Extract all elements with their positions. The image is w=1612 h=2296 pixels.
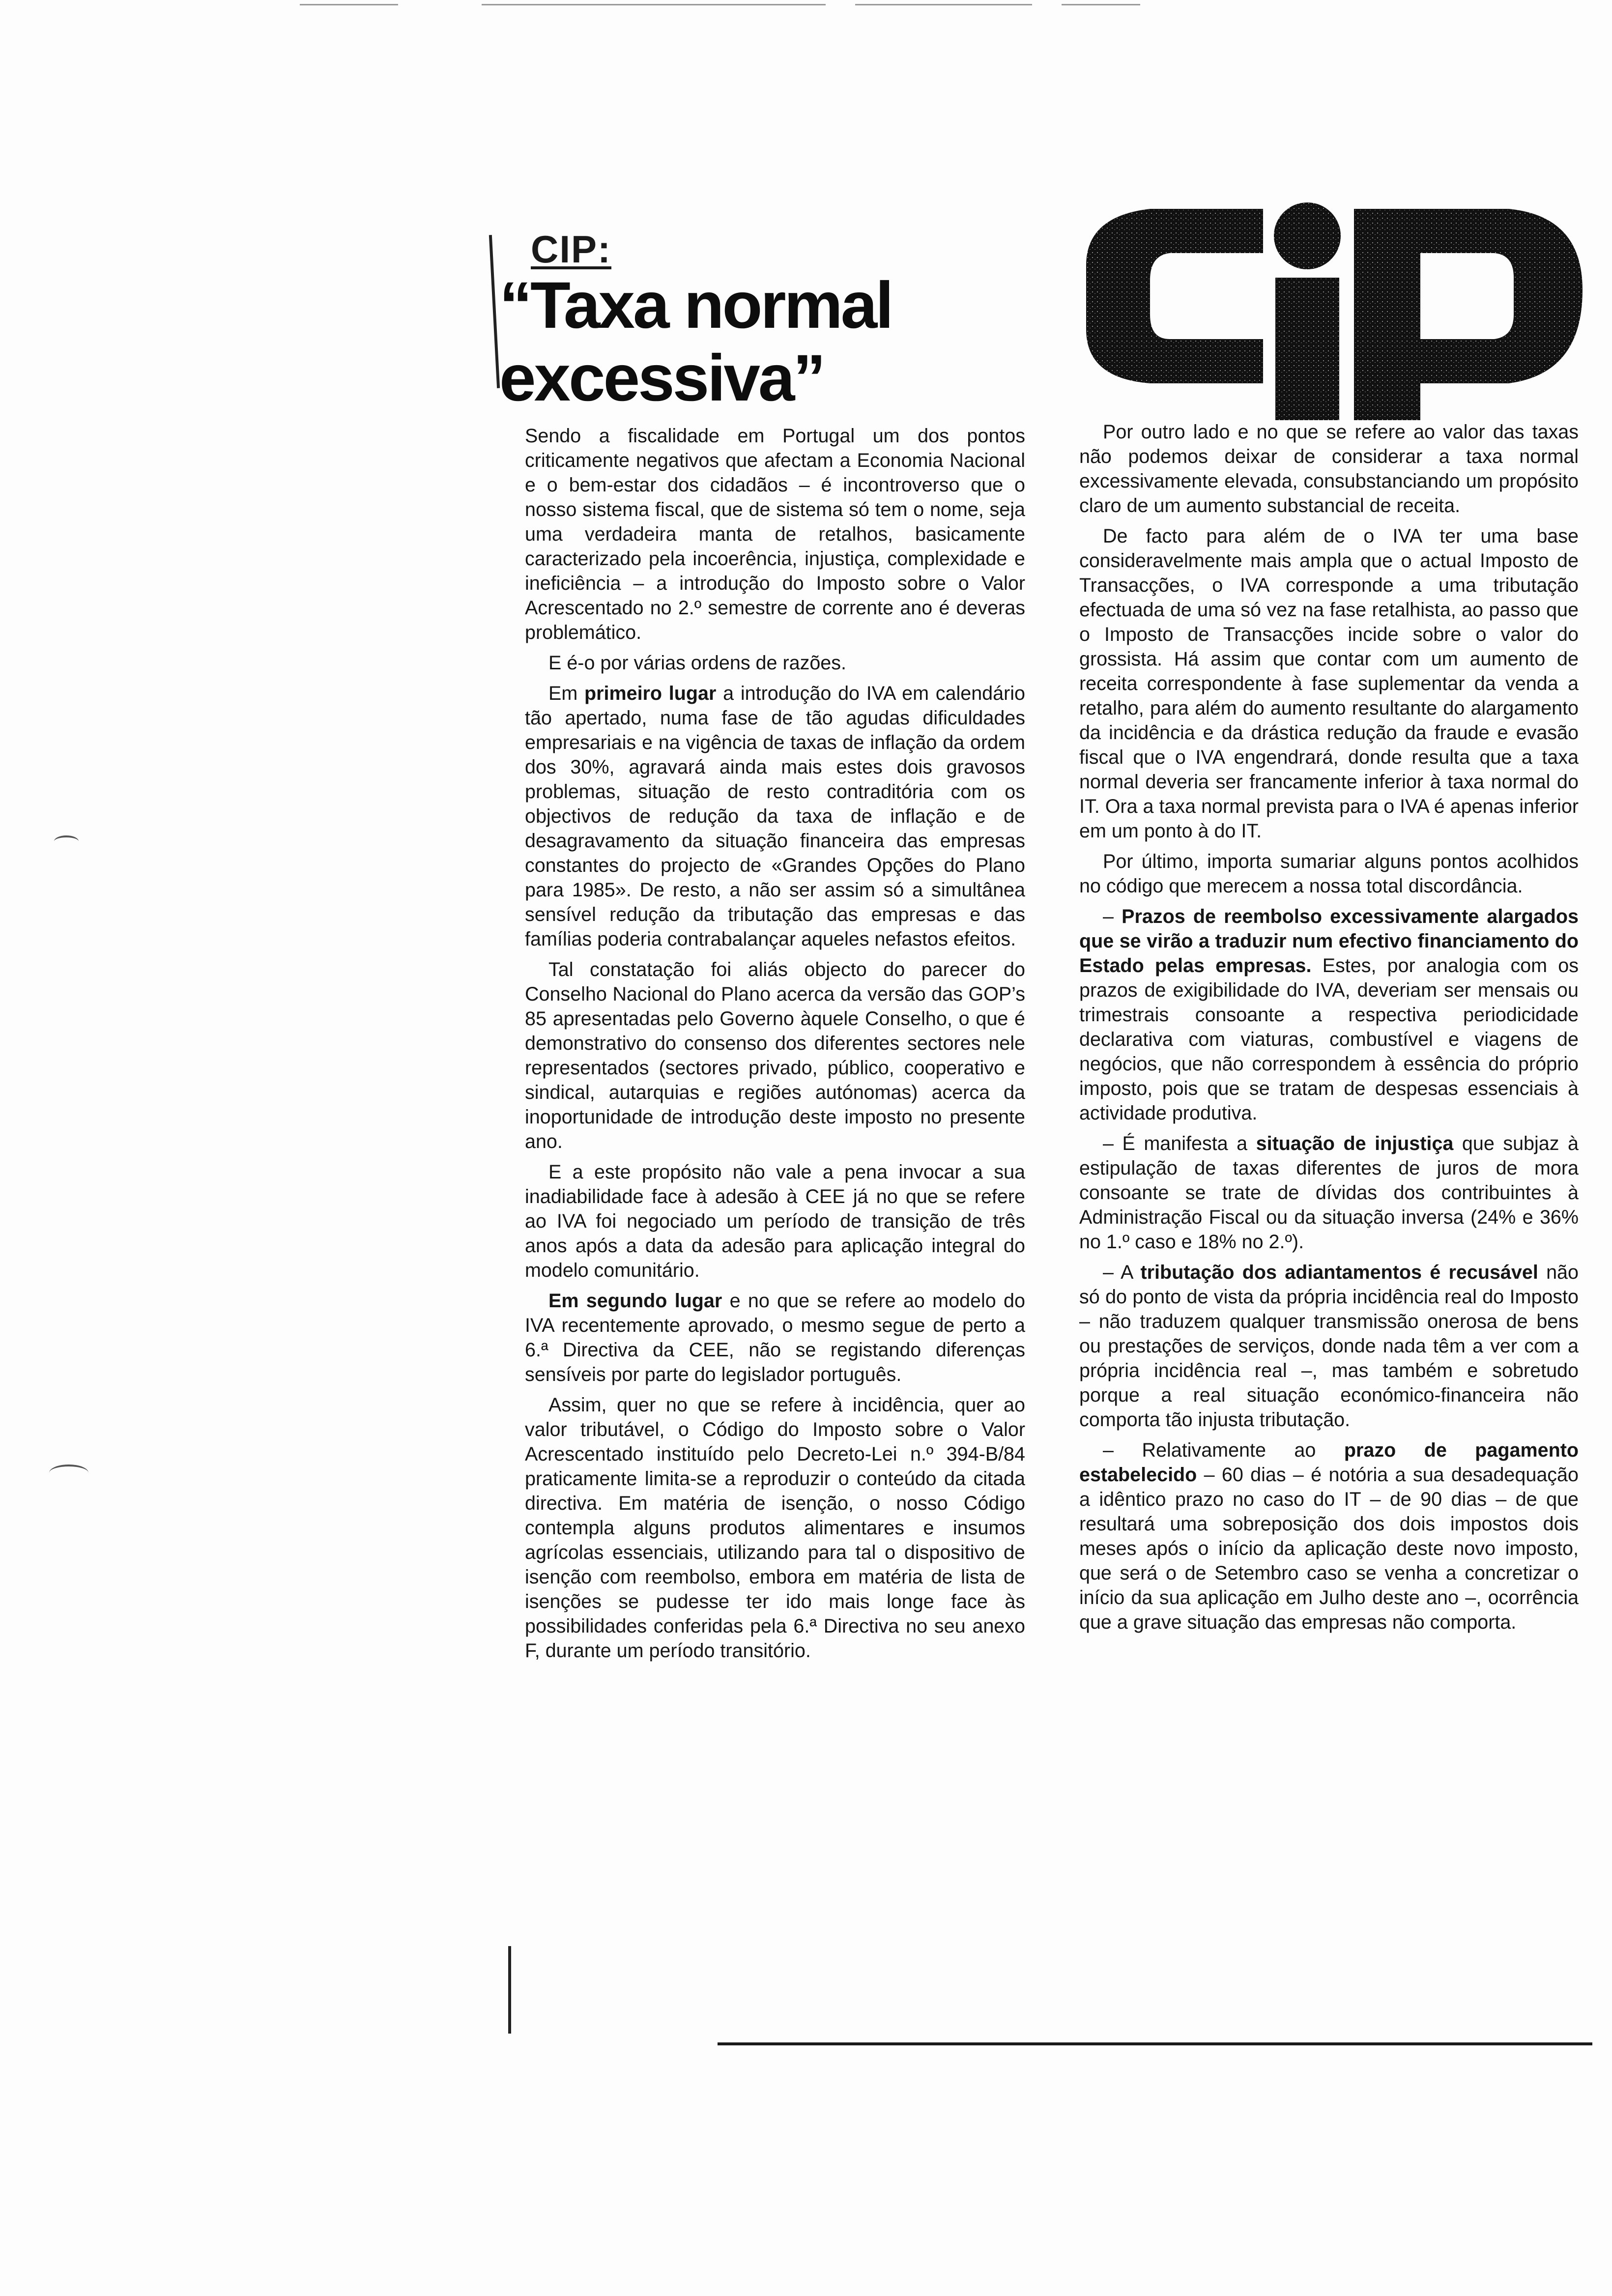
article-kicker: CIP: — [531, 228, 611, 271]
article-paragraph — [525, 1289, 1025, 1387]
scan-edge-line — [855, 4, 1032, 5]
emphasis-text: primeiro lugar — [584, 683, 717, 704]
cip-logo — [1076, 192, 1587, 423]
emphasis-text: Prazos de reembolso excessivamente alargados que se virão a traduzir num efectivo financiamento do Estado pelas empresas. — [1079, 906, 1579, 976]
article-paragraph — [1079, 1131, 1579, 1254]
logo-letter-i-dot — [1274, 202, 1341, 269]
emphasis-text: tributação dos adiantamentos é recusável — [1140, 1262, 1538, 1283]
emphasis-text: prazo de pagamento estabelecido — [1079, 1439, 1579, 1486]
paragraph-text: E a este propósito não vale a pena invocar a sua inadiabilidade face à adesão à CEE já no que se refere ao IVA foi negociado um período de transição de três anos após a data da adesão para aplicação integral do modelo comunitário. — [525, 1161, 1025, 1281]
paragraph-text: – É manifesta a — [1103, 1133, 1256, 1154]
paragraph-text: – A — [1103, 1262, 1141, 1283]
paragraph-text: De facto para além de o IVA ter uma base consideravelmente mais ampla que o actual Imposto de Transacções, o IVA corresponde a uma tributação efectuada de uma só vez na fase retalhista, ao passo que o Imposto de Transacções incide sobre o valor do grossista. Há assim que contar com um aumento de receita correspondente à fase suplementar da venda a retalho, para além do aumento resultante do alargamento da incidência e da drástica redução da fraude e evasão fiscal que o IVA engendrará, donde resulta que a taxa normal deveria ser francamente inferior à taxa normal do IT. Ora a taxa normal prevista para o IVA é apenas inferior em um ponto à do IT. — [1079, 525, 1579, 842]
scan-speck — [49, 1464, 88, 1481]
article-paragraph — [525, 1393, 1025, 1663]
article-headline: “Taxa normal excessiva” — [499, 269, 892, 415]
paragraph-text: que subjaz à estipulação de taxas diferentes de juros de mora consoante se trate de dívidas dos contribuintes à Administração Fiscal ou da situação inversa (24% e 36% no 1.º caso e 18% no 2.º). — [1079, 1133, 1579, 1253]
article-paragraph — [1079, 904, 1579, 1125]
scan-speck — [54, 835, 79, 847]
paragraph-text: Por outro lado e no que se refere ao valor das taxas não podemos deixar de considerar a taxa normal excessivamente elevada, consubstanciando um propósito claro de um aumento substancial de receita. — [1079, 421, 1579, 517]
scan-edge-line — [300, 4, 398, 5]
footer-bracket — [508, 1946, 511, 2034]
article-paragraph — [525, 681, 1025, 951]
paragraph-text: Em — [548, 683, 585, 704]
paragraph-text: – 60 dias – é notória a sua desadequação a idêntico prazo no caso do IT – de 90 dias – de que resultará uma sobreposição dos dois impostos dois meses após o início da aplicação deste novo imposto, que será o de Setembro caso se venha a concretizar o início da sua aplicação em Julho deste ano –, ocorrência que a grave situação das empresas não comporta. — [1079, 1464, 1579, 1633]
paragraph-text: a introdução do IVA em calendário tão apertado, numa fase de tão agudas dificuldades empresariais e na vigência de taxas de inflação da ordem dos 30%, agravará ainda mais estes dois gravosos problemas, situação de resto contraditória com os objectivos de redução da taxa de inflação e de desagravamento da situação financeira das empresas constantes do projecto de «Grandes Opções do Plano para 1985». De resto, a não ser assim só a simultânea sensível redução da tributação das empresas e das famílias poderia contrabalançar aqueles nefastos efeitos. — [525, 683, 1025, 950]
article-paragraph — [525, 424, 1025, 645]
paragraph-text: Tal constatação foi aliás objecto do parecer do Conselho Nacional do Plano acerca da versão das GOP’s 85 apresentadas pelo Governo àquele Conselho, o que é demonstrativo do consenso dos diferentes sectores nele representados (sectores privado, público, cooperativo e sindical, autarquias e regiões autónomas) acerca da inoportunidade de introdução deste imposto no presente ano. — [525, 959, 1025, 1152]
paragraph-text: E é-o por várias ordens de razões. — [548, 652, 846, 674]
article-paragraph — [1079, 849, 1579, 898]
paragraph-text: Assim, quer no que se refere à incidência, quer ao valor tributável, o Código do Imposto sobre o Valor Acrescentado instituído pelo Decreto-Lei n.º 394-B/84 praticamente limita-se a reproduzir o conteúdo da citada directiva. Em matéria de isenção, o nosso Código contempla alguns produtos alimentares e insumos agrícolas essenciais, utilizando para tal o dispositivo de isenção com reembolso, embora em matéria de lista de isenções se pudesse ter ido mais longe face às possibilidades conferidas pela 6.ª Directiva no seu anexo F, durante um período transitório. — [525, 1394, 1025, 1662]
paragraph-text: Estes, por analogia com os prazos de exigibilidade do IVA, deveriam ser mensais ou trimestrais consoante a respectiva periodicidade declarativa com viaturas, combustível e viagens de negócios, que não correspondem à essência do próprio imposto, pois que se tratam de despesas essenciais à actividade produtiva. — [1079, 955, 1579, 1124]
article-paragraph — [525, 1160, 1025, 1283]
article-paragraph — [525, 651, 1025, 675]
article-paragraph — [1079, 420, 1579, 518]
emphasis-text: Em segundo lugar — [548, 1290, 722, 1312]
logo-letter-p — [1354, 209, 1583, 420]
article-paragraph — [1079, 524, 1579, 843]
paragraph-text: e no que se refere ao modelo do IVA recentemente aprovado, o mesmo segue de perto a 6.ª Directiva da CEE, não se registando diferenças sensíveis por parte do legislador português. — [525, 1290, 1025, 1385]
scan-edge-line — [1062, 4, 1140, 5]
logo-letter-c — [1086, 209, 1263, 383]
emphasis-text: situação de injustiça — [1256, 1133, 1454, 1154]
paragraph-text: Por último, importa sumariar alguns pontos acolhidos no código que merecem a nossa total discordância. — [1079, 851, 1579, 897]
article-paragraph — [1079, 1438, 1579, 1635]
paragraph-text: não só do ponto de vista da própria incidência real do Imposto – não traduzem qualquer transmissão onerosa de bens ou prestações de serviços, donde nada têm a ver com a própria incidência real –, mas também e sobretudo porque a real situação económico-financeira não comporta tão injusta tributação. — [1079, 1262, 1579, 1431]
article-paragraph — [1079, 1260, 1579, 1432]
header-bracket — [489, 235, 500, 388]
logo-letter-i-stem — [1275, 278, 1339, 420]
paragraph-text: – — [1103, 906, 1122, 927]
paragraph-text: – Relativamente ao — [1103, 1439, 1344, 1461]
article-paragraph — [525, 957, 1025, 1154]
article-end-rule — [718, 2042, 1592, 2045]
left-column — [525, 424, 1025, 1669]
paragraph-text: Sendo a fiscalidade em Portugal um dos pontos criticamente negativos que afectam a Economia Nacional e o bem-estar dos cidadãos – é incontroverso que o nosso sistema fiscal, que de sistema só tem o nome, seja uma verdadeira manta de retalhos, basicamente caracterizado pela incoerência, injustiça, complexidade e ineficiência – a introdução do Imposto sobre o Valor Acrescentado no 2.º semestre de corrente ano é deveras problemático. — [525, 425, 1025, 643]
right-column — [1079, 420, 1579, 1640]
scan-edge-line — [482, 4, 826, 5]
